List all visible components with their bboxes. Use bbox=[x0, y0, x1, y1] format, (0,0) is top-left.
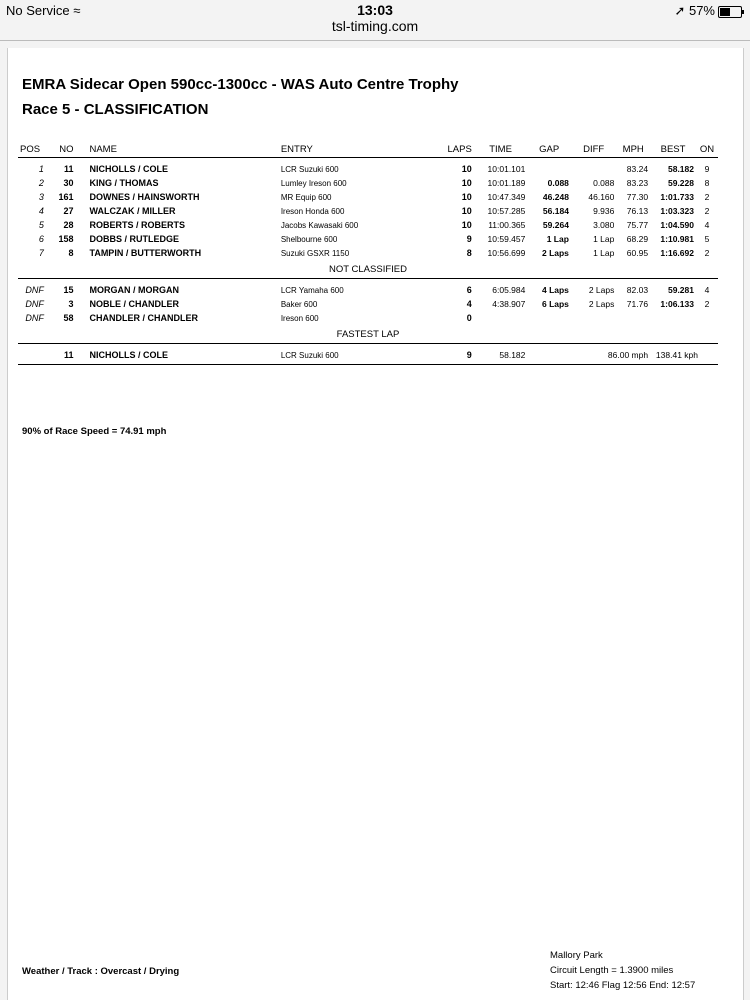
session-times: Start: 12:46 Flag 12:56 End: 12:57 bbox=[550, 980, 696, 991]
column-header-laps: LAPS bbox=[430, 142, 473, 158]
cell-name: MORGAN / MORGAN bbox=[89, 285, 179, 295]
column-header-on: ON bbox=[696, 142, 718, 158]
cell-pos: DNF bbox=[25, 285, 44, 295]
venue-name: Mallory Park bbox=[550, 950, 603, 961]
cell-diff: 2 Laps bbox=[588, 285, 615, 295]
cell-laps: 10 bbox=[461, 192, 472, 202]
fastest-lap-entry: LCR Suzuki 600 bbox=[280, 350, 339, 360]
venue-info bbox=[550, 948, 695, 993]
table-row bbox=[18, 218, 718, 232]
cell-gap bbox=[527, 311, 571, 325]
cell-no: 161 bbox=[58, 192, 74, 202]
column-header-diff: DIFF bbox=[571, 142, 616, 158]
clock: 13:03 bbox=[357, 2, 393, 18]
fastest-lap-header bbox=[18, 325, 718, 344]
cell-diff: 3.080 bbox=[593, 220, 615, 230]
cell-no: 3 bbox=[68, 299, 74, 309]
cell-time: 10:47.349 bbox=[487, 192, 526, 202]
cell-mph: 77.30 bbox=[626, 192, 649, 202]
cell-no: 15 bbox=[63, 285, 74, 295]
fastest-lap-mph: 86.00 mph bbox=[607, 350, 649, 360]
fastest-lap-no: 11 bbox=[63, 350, 74, 360]
cell-laps: 6 bbox=[466, 285, 472, 295]
not-classified-header bbox=[18, 260, 718, 279]
cell-name: DOWNES / HAINSWORTH bbox=[89, 192, 200, 202]
cell-pos: 1 bbox=[38, 164, 44, 174]
cell-mph: 83.24 bbox=[626, 164, 649, 174]
cell-gap: 4 Laps bbox=[541, 285, 569, 295]
table-row bbox=[18, 279, 718, 298]
weather-track: Weather / Track : Overcast / Drying bbox=[22, 966, 180, 977]
cell-laps: 10 bbox=[461, 220, 472, 230]
cell-on: 5 bbox=[704, 234, 710, 244]
table-row bbox=[18, 311, 718, 325]
cell-best: 1:03.323 bbox=[660, 206, 694, 216]
cell-pos: DNF bbox=[25, 313, 44, 323]
cell-name: WALCZAK / MILLER bbox=[89, 206, 176, 216]
cell-diff: 1 Lap bbox=[593, 248, 615, 258]
cell-no: 28 bbox=[63, 220, 74, 230]
cell-name: NOBLE / CHANDLER bbox=[89, 299, 179, 309]
cell-pos: 7 bbox=[38, 248, 44, 258]
cell-entry: LCR Yamaha 600 bbox=[280, 285, 344, 295]
cell-gap: 59.264 bbox=[542, 220, 569, 230]
cell-on: 2 bbox=[704, 248, 710, 258]
cell-pos: 2 bbox=[38, 178, 44, 188]
cell-mph: 76.13 bbox=[626, 206, 649, 216]
cell-name: ROBERTS / ROBERTS bbox=[89, 220, 185, 230]
cell-mph: 82.03 bbox=[626, 285, 649, 295]
cell-best: 1:06.133 bbox=[660, 299, 694, 309]
cell-laps: 10 bbox=[461, 164, 472, 174]
cell-time: 6:05.984 bbox=[492, 285, 526, 295]
cell-time: 10:01.189 bbox=[487, 178, 526, 188]
table-row bbox=[18, 297, 718, 311]
cell-laps: 4 bbox=[466, 299, 472, 309]
column-header-mph: MPH bbox=[616, 142, 650, 158]
cell-gap bbox=[527, 158, 571, 177]
cell-no: 27 bbox=[63, 206, 74, 216]
cell-entry: Ireson Honda 600 bbox=[280, 206, 345, 216]
battery-icon bbox=[718, 6, 742, 18]
cell-entry: Jacobs Kawasaki 600 bbox=[280, 220, 359, 230]
cell-no: 158 bbox=[58, 234, 74, 244]
cell-laps: 10 bbox=[461, 206, 472, 216]
table-row bbox=[18, 232, 718, 246]
cell-diff bbox=[571, 158, 616, 177]
cell-entry: Ireson 600 bbox=[280, 313, 319, 323]
cell-gap: 56.184 bbox=[542, 206, 569, 216]
cell-on: 2 bbox=[704, 192, 710, 202]
cell-diff: 2 Laps bbox=[588, 299, 615, 309]
cell-gap: 46.248 bbox=[542, 192, 569, 202]
table-bottom-rule bbox=[18, 362, 718, 365]
column-header-time: TIME bbox=[474, 142, 528, 158]
column-header-no: NO bbox=[46, 142, 76, 158]
table-row bbox=[18, 204, 718, 218]
cell-on: 4 bbox=[704, 285, 710, 295]
cell-best: 59.228 bbox=[667, 178, 694, 188]
cell-no: 8 bbox=[68, 248, 74, 258]
cell-pos: 3 bbox=[38, 192, 44, 202]
cell-on: 9 bbox=[704, 164, 710, 174]
cell-no: 11 bbox=[63, 164, 74, 174]
cell-gap: 6 Laps bbox=[541, 299, 569, 309]
cell-best: 58.182 bbox=[667, 164, 694, 174]
table-row bbox=[18, 176, 718, 190]
cell-time: 10:59.457 bbox=[487, 234, 526, 244]
cell-entry: Lumley Ireson 600 bbox=[280, 178, 347, 188]
table-header bbox=[18, 142, 718, 158]
table-row bbox=[18, 158, 718, 177]
cell-entry: MR Equip 600 bbox=[280, 192, 332, 202]
fastest-lap-laps: 9 bbox=[466, 350, 472, 360]
cell-mph: 68.29 bbox=[626, 234, 649, 244]
cell-pos: 6 bbox=[38, 234, 44, 244]
cell-name: KING / THOMAS bbox=[89, 178, 159, 188]
cell-on: 2 bbox=[704, 206, 710, 216]
cell-diff: 0.088 bbox=[593, 178, 615, 188]
cell-time: 10:56.699 bbox=[487, 248, 526, 258]
cell-mph bbox=[616, 311, 650, 325]
cell-time: 10:01.101 bbox=[487, 164, 526, 174]
column-header-name: NAME bbox=[75, 142, 278, 158]
cell-entry: Shelbourne 600 bbox=[280, 234, 338, 244]
report-title: EMRA Sidecar Open 590cc-1300cc - WAS Auto Centre Trophy bbox=[22, 76, 459, 93]
circuit-length: Circuit Length = 1.3900 miles bbox=[550, 965, 674, 976]
status-bar bbox=[0, 0, 750, 20]
cell-time: 4:38.907 bbox=[492, 299, 526, 309]
cell-gap: 2 Laps bbox=[541, 248, 569, 258]
cell-on: 2 bbox=[704, 299, 710, 309]
fastest-lap-name: NICHOLLS / COLE bbox=[89, 350, 168, 360]
column-header-entry: ENTRY bbox=[279, 142, 431, 158]
toolbar-divider bbox=[0, 40, 750, 41]
cell-laps: 10 bbox=[461, 178, 472, 188]
cell-diff: 46.160 bbox=[588, 192, 615, 202]
cell-pos: 5 bbox=[38, 220, 44, 230]
cell-mph: 60.95 bbox=[626, 248, 649, 258]
table-row bbox=[18, 190, 718, 204]
cell-name: NICHOLLS / COLE bbox=[89, 164, 168, 174]
cell-mph: 75.77 bbox=[626, 220, 649, 230]
classification-table bbox=[18, 142, 718, 365]
column-header-pos: POS bbox=[18, 142, 46, 158]
cell-best: 1:04.590 bbox=[660, 220, 694, 230]
cell-entry: Suzuki GSXR 1150 bbox=[280, 248, 350, 258]
cell-diff: 1 Lap bbox=[593, 234, 615, 244]
cell-time: 11:00.365 bbox=[488, 220, 526, 230]
cell-name: CHANDLER / CHANDLER bbox=[89, 313, 198, 323]
cell-time bbox=[474, 311, 528, 325]
cell-on: 8 bbox=[704, 178, 710, 188]
fastest-lap-row bbox=[18, 344, 718, 363]
cell-name: TAMPIN / BUTTERWORTH bbox=[89, 248, 202, 258]
cell-laps: 9 bbox=[466, 234, 472, 244]
cell-pos: 4 bbox=[38, 206, 44, 216]
cell-on: 4 bbox=[704, 220, 710, 230]
cell-on bbox=[696, 311, 718, 325]
cell-mph: 83.23 bbox=[626, 178, 649, 188]
fastest-lap-time: 58.182 bbox=[499, 350, 526, 360]
fastest-lap-pos bbox=[18, 344, 46, 363]
address-bar[interactable]: tsl-timing.com bbox=[331, 18, 419, 34]
cell-diff: 9.936 bbox=[593, 206, 615, 216]
cell-gap: 1 Lap bbox=[546, 234, 569, 244]
cell-pos: DNF bbox=[25, 299, 44, 309]
cell-time: 10:57.285 bbox=[487, 206, 526, 216]
fastest-lap-kph: 138.41 kph bbox=[655, 350, 698, 360]
cell-mph: 71.76 bbox=[626, 299, 649, 309]
not-classified-header-label: NOT CLASSIFIED bbox=[18, 260, 718, 279]
cell-best: 1:01.733 bbox=[660, 192, 694, 202]
cell-gap: 0.088 bbox=[547, 178, 569, 188]
location-arrow-icon: ➚ bbox=[674, 3, 686, 18]
bottom-rule-cell bbox=[18, 362, 718, 365]
cell-best: 1:10.981 bbox=[660, 234, 694, 244]
column-header-best: BEST bbox=[650, 142, 696, 158]
column-header-gap: GAP bbox=[527, 142, 571, 158]
battery-status: ➚ 57% bbox=[674, 3, 742, 19]
cell-entry: LCR Suzuki 600 bbox=[280, 164, 339, 174]
report-subtitle: Race 5 - CLASSIFICATION bbox=[22, 101, 209, 118]
table-row bbox=[18, 246, 718, 260]
cell-laps: 0 bbox=[466, 313, 472, 323]
cell-best: 1:16.692 bbox=[660, 248, 694, 258]
fastest-lap-header-label: FASTEST LAP bbox=[18, 325, 718, 344]
cell-best: 59.281 bbox=[667, 285, 694, 295]
cell-no: 58 bbox=[63, 313, 74, 323]
wifi-icon: ≈ bbox=[73, 3, 81, 18]
cell-best bbox=[650, 311, 696, 325]
cell-laps: 8 bbox=[466, 248, 472, 258]
carrier-label: No Service ≈ bbox=[6, 3, 81, 18]
race-speed: 90% of Race Speed = 74.91 mph bbox=[22, 426, 167, 437]
cell-diff bbox=[571, 311, 616, 325]
cell-no: 30 bbox=[63, 178, 74, 188]
cell-entry: Baker 600 bbox=[280, 299, 318, 309]
cell-name: DOBBS / RUTLEDGE bbox=[89, 234, 179, 244]
